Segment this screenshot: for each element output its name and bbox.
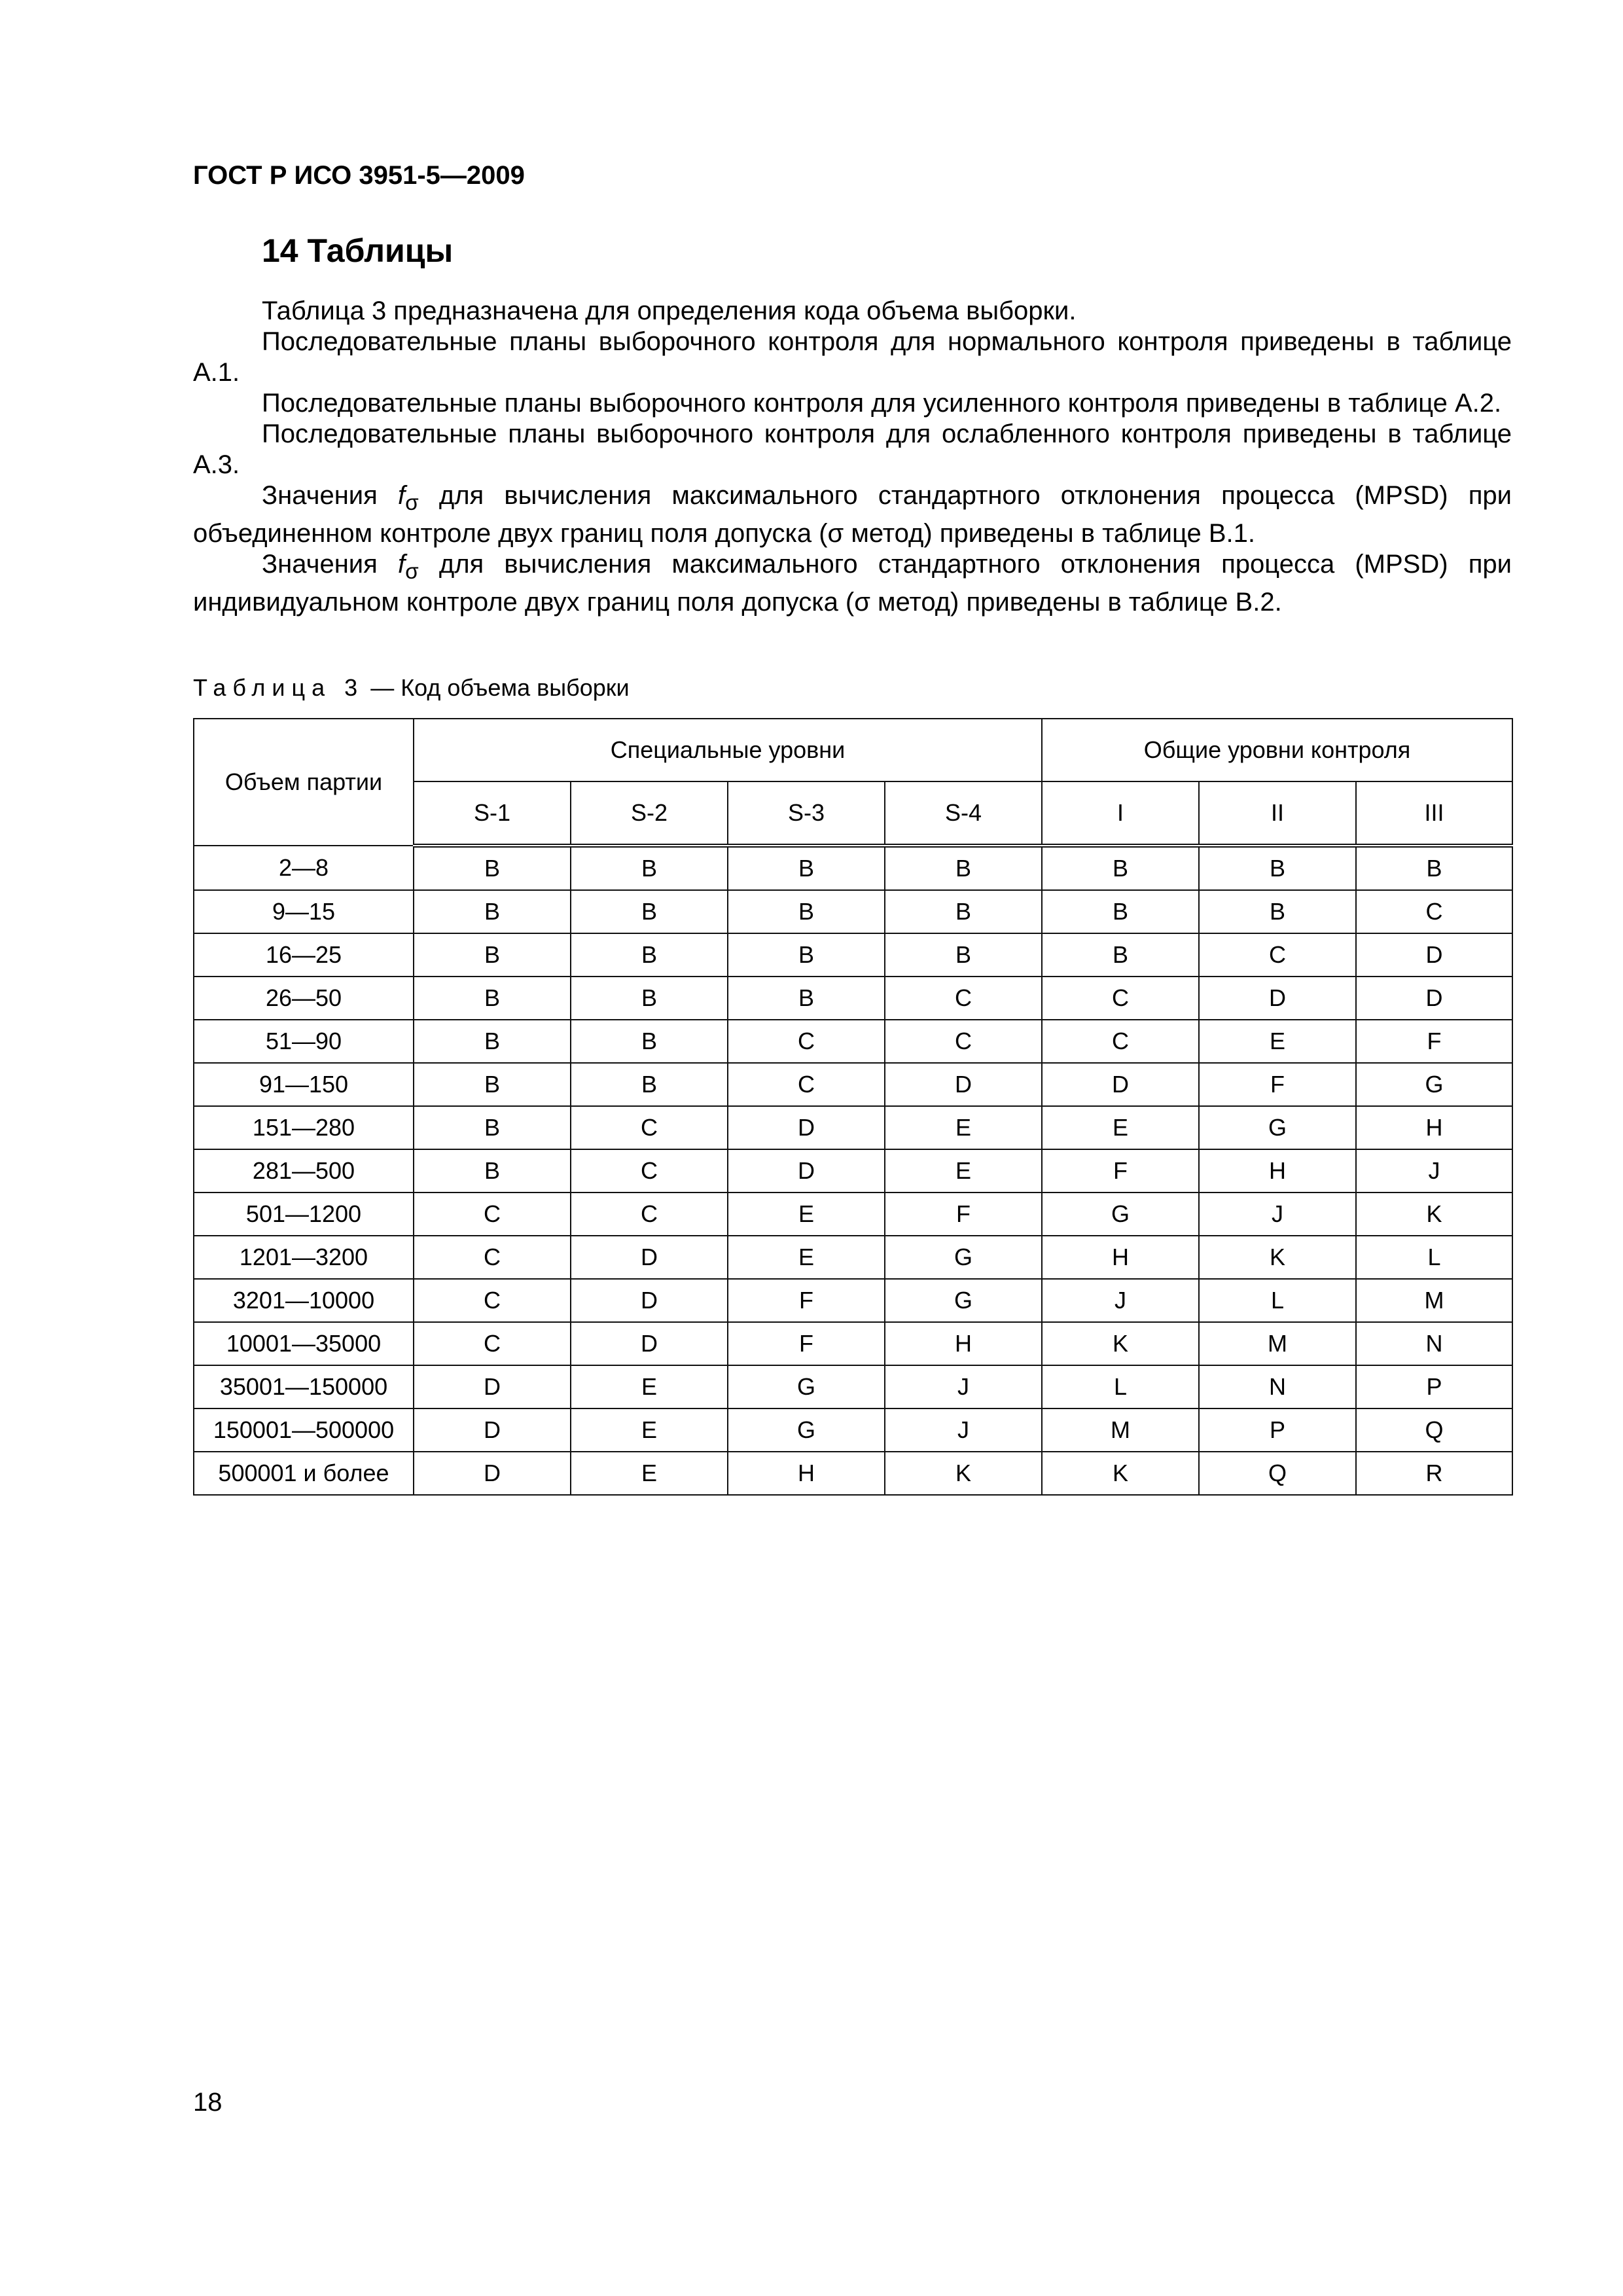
code-letter-cell: D xyxy=(571,1322,728,1365)
code-letter-cell: F xyxy=(728,1322,885,1365)
code-letter-cell: P xyxy=(1356,1365,1512,1408)
code-letter-cell: B xyxy=(414,1063,571,1106)
code-letter-cell: H xyxy=(1356,1106,1512,1149)
code-letter-cell: D xyxy=(728,1149,885,1193)
code-letter-cell: B xyxy=(728,977,885,1020)
table-row xyxy=(194,977,1512,1020)
level-header: S-3 xyxy=(728,781,885,846)
code-letter-cell: M xyxy=(1042,1408,1199,1452)
level-header: I xyxy=(1042,781,1199,846)
body-text xyxy=(193,296,1512,618)
code-letter-cell: H xyxy=(885,1322,1042,1365)
code-letter-cell: B xyxy=(1042,890,1199,933)
code-letter-cell: E xyxy=(885,1149,1042,1193)
lot-size-cell: 3201—10000 xyxy=(194,1279,414,1322)
code-letter-cell: D xyxy=(414,1408,571,1452)
sigma-subscript: σ xyxy=(405,560,419,584)
code-letter-cell: M xyxy=(1199,1322,1356,1365)
code-letter-cell: E xyxy=(1042,1106,1199,1149)
code-letter-cell: B xyxy=(414,1020,571,1063)
code-letter-cell: M xyxy=(1356,1279,1512,1322)
lot-size-cell: 26—50 xyxy=(194,977,414,1020)
code-letter-cell: F xyxy=(1199,1063,1356,1106)
level-header: S-4 xyxy=(885,781,1042,846)
code-letter-cell: C xyxy=(1042,977,1199,1020)
paragraph-rest: для вычисления максимального стандартного отклонения процесса (MPSD) при индивидуальном контроле двух границ поля допуска (σ метод) приведены в таблице В.2. xyxy=(193,550,1512,617)
code-letter-cell: E xyxy=(571,1452,728,1495)
code-letter-cell: N xyxy=(1356,1322,1512,1365)
code-letter-cell: D xyxy=(885,1063,1042,1106)
lot-size-cell: 151—280 xyxy=(194,1106,414,1149)
code-letter-cell: K xyxy=(1199,1236,1356,1279)
code-letter-cell: G xyxy=(885,1279,1042,1322)
code-letter-cell: B xyxy=(414,977,571,1020)
lot-size-cell: 2—8 xyxy=(194,846,414,890)
code-letter-cell: N xyxy=(1199,1365,1356,1408)
paragraph xyxy=(193,480,1512,549)
code-letter-cell: J xyxy=(885,1365,1042,1408)
code-letter-cell: B xyxy=(1042,933,1199,977)
code-letter-cell: C xyxy=(885,977,1042,1020)
table-caption-label: Таблица 3 xyxy=(193,674,365,701)
code-letter-cell: J xyxy=(1356,1149,1512,1193)
table-row xyxy=(194,1452,1512,1495)
code-letter-cell: J xyxy=(1042,1279,1199,1322)
table-row xyxy=(194,1063,1512,1106)
table-row xyxy=(194,1279,1512,1322)
table-row xyxy=(194,1365,1512,1408)
code-letter-cell: C xyxy=(571,1149,728,1193)
table-row xyxy=(194,1020,1512,1063)
code-letter-cell: K xyxy=(1042,1322,1199,1365)
code-letter-cell: B xyxy=(414,846,571,890)
code-letter-cell: F xyxy=(1042,1149,1199,1193)
code-letter-cell: B xyxy=(571,890,728,933)
code-letter-cell: C xyxy=(1356,890,1512,933)
table-row xyxy=(194,1106,1512,1149)
code-letter-cell: E xyxy=(728,1236,885,1279)
code-letter-cell: B xyxy=(414,1106,571,1149)
code-letter-cell: D xyxy=(1356,977,1512,1020)
page-number: 18 xyxy=(193,2088,223,2117)
code-letter-cell: J xyxy=(885,1408,1042,1452)
code-letter-cell: G xyxy=(1356,1063,1512,1106)
paragraph: Последовательные планы выборочного контроля для усиленного контроля приведены в таблице А.2. xyxy=(262,389,1502,418)
code-letter-cell: E xyxy=(728,1193,885,1236)
code-letter-cell: C xyxy=(571,1193,728,1236)
paragraph: Таблица 3 предназначена для определения кода объема выборки. xyxy=(262,296,1077,325)
code-letter-cell: B xyxy=(1356,846,1512,890)
code-letter-cell: P xyxy=(1199,1408,1356,1452)
code-letter-cell: B xyxy=(414,1149,571,1193)
code-letter-cell: H xyxy=(728,1452,885,1495)
code-letter-cell: C xyxy=(728,1020,885,1063)
code-letter-cell: G xyxy=(1042,1193,1199,1236)
code-letter-cell: B xyxy=(571,977,728,1020)
f-symbol: f xyxy=(397,481,406,510)
code-letter-cell: J xyxy=(1199,1193,1356,1236)
code-letter-cell: F xyxy=(1356,1020,1512,1063)
code-letter-cell: D xyxy=(1356,933,1512,977)
code-letter-cell: F xyxy=(728,1279,885,1322)
code-letter-cell: B xyxy=(885,933,1042,977)
code-letter-cell: B xyxy=(571,1063,728,1106)
code-letter-cell: C xyxy=(1042,1020,1199,1063)
table-row xyxy=(194,1408,1512,1452)
code-letter-cell: K xyxy=(1356,1193,1512,1236)
code-letter-cell: G xyxy=(728,1408,885,1452)
paragraph: Последовательные планы выборочного контроля для нормального контроля приведены в таблице А.1. xyxy=(193,327,1512,387)
code-letter-cell: C xyxy=(885,1020,1042,1063)
table-row xyxy=(194,1193,1512,1236)
code-letter-cell: B xyxy=(728,846,885,890)
code-letter-cell: D xyxy=(571,1236,728,1279)
paragraph xyxy=(193,549,1512,618)
code-letter-cell: H xyxy=(1199,1149,1356,1193)
code-letter-cell: C xyxy=(414,1193,571,1236)
code-letter-cell: E xyxy=(885,1106,1042,1149)
code-letter-cell: G xyxy=(728,1365,885,1408)
lot-size-cell: 51—90 xyxy=(194,1020,414,1063)
table-row xyxy=(194,1236,1512,1279)
paragraph-lead: Значения xyxy=(262,481,398,510)
lot-size-cell: 9—15 xyxy=(194,890,414,933)
code-letter-cell: D xyxy=(571,1279,728,1322)
table-caption-text: — Код объема выборки xyxy=(364,674,630,701)
table-caption xyxy=(193,674,630,702)
code-letter-cell: B xyxy=(414,890,571,933)
code-letter-cell: B xyxy=(728,890,885,933)
code-letter-cell: B xyxy=(885,890,1042,933)
code-letter-cell: D xyxy=(414,1365,571,1408)
code-letter-cell: Q xyxy=(1356,1408,1512,1452)
code-letter-cell: E xyxy=(1199,1020,1356,1063)
code-letter-cell: C xyxy=(414,1322,571,1365)
code-letter-cell: L xyxy=(1199,1279,1356,1322)
code-letter-cell: E xyxy=(571,1408,728,1452)
code-letter-cell: B xyxy=(1199,890,1356,933)
section-title: 14 Таблицы xyxy=(262,232,454,269)
lot-size-cell: 16—25 xyxy=(194,933,414,977)
code-letter-cell: E xyxy=(571,1365,728,1408)
code-letter-cell: D xyxy=(728,1106,885,1149)
paragraph-rest: для вычисления максимального стандартного отклонения процесса (MPSD) при объединенном контроле двух границ поля допуска (σ метод) приведены в таблице В.1. xyxy=(193,481,1512,548)
lot-size-header: Объем партии xyxy=(194,719,414,846)
paragraph-lead: Значения xyxy=(262,550,398,579)
code-letter-cell: R xyxy=(1356,1452,1512,1495)
code-letter-cell: C xyxy=(1199,933,1356,977)
lot-size-cell: 150001—500000 xyxy=(194,1408,414,1452)
paragraph: Последовательные планы выборочного контроля для ослабленного контроля приведены в таблице А.3. xyxy=(193,420,1512,479)
table-row xyxy=(194,846,1512,890)
table-row xyxy=(194,1149,1512,1193)
code-letter-cell: G xyxy=(1199,1106,1356,1149)
level-header: S-2 xyxy=(571,781,728,846)
sigma-subscript: σ xyxy=(405,491,419,515)
level-header: III xyxy=(1356,781,1512,846)
lot-size-cell: 1201—3200 xyxy=(194,1236,414,1279)
code-letter-cell: H xyxy=(1042,1236,1199,1279)
code-letter-cell: K xyxy=(1042,1452,1199,1495)
standard-designation: ГОСТ Р ИСО 3951-5—2009 xyxy=(193,161,525,190)
code-letter-cell: D xyxy=(414,1452,571,1495)
code-letter-cell: B xyxy=(1042,846,1199,890)
code-letter-cell: C xyxy=(414,1236,571,1279)
table-row xyxy=(194,1322,1512,1365)
code-letter-cell: B xyxy=(728,933,885,977)
code-letter-cell: L xyxy=(1042,1365,1199,1408)
code-letter-cell: G xyxy=(885,1236,1042,1279)
code-letter-cell: B xyxy=(414,933,571,977)
code-letter-cell: Q xyxy=(1199,1452,1356,1495)
lot-size-cell: 500001 и более xyxy=(194,1452,414,1495)
code-letter-cell: B xyxy=(571,1020,728,1063)
table-row xyxy=(194,890,1512,933)
code-letter-cell: C xyxy=(414,1279,571,1322)
code-letter-cell: D xyxy=(1199,977,1356,1020)
code-letter-cell: K xyxy=(885,1452,1042,1495)
code-letter-cell: L xyxy=(1356,1236,1512,1279)
lot-size-cell: 10001—35000 xyxy=(194,1322,414,1365)
code-letter-cell: C xyxy=(571,1106,728,1149)
lot-size-cell: 501—1200 xyxy=(194,1193,414,1236)
lot-size-cell: 91—150 xyxy=(194,1063,414,1106)
code-letter-cell: F xyxy=(885,1193,1042,1236)
lot-size-cell: 35001—150000 xyxy=(194,1365,414,1408)
code-letter-cell: B xyxy=(571,933,728,977)
code-letter-cell: C xyxy=(728,1063,885,1106)
special-levels-header: Специальные уровни xyxy=(414,719,1042,781)
level-header: II xyxy=(1199,781,1356,846)
code-letter-cell: B xyxy=(885,846,1042,890)
f-symbol: f xyxy=(397,550,406,579)
code-letter-cell: D xyxy=(1042,1063,1199,1106)
table-row xyxy=(194,933,1512,977)
code-letter-cell: B xyxy=(571,846,728,890)
sample-size-code-table xyxy=(193,718,1513,1496)
level-header: S-1 xyxy=(414,781,571,846)
code-letter-cell: B xyxy=(1199,846,1356,890)
general-levels-header: Общие уровни контроля xyxy=(1042,719,1512,781)
table-body xyxy=(194,846,1512,1495)
lot-size-cell: 281—500 xyxy=(194,1149,414,1193)
